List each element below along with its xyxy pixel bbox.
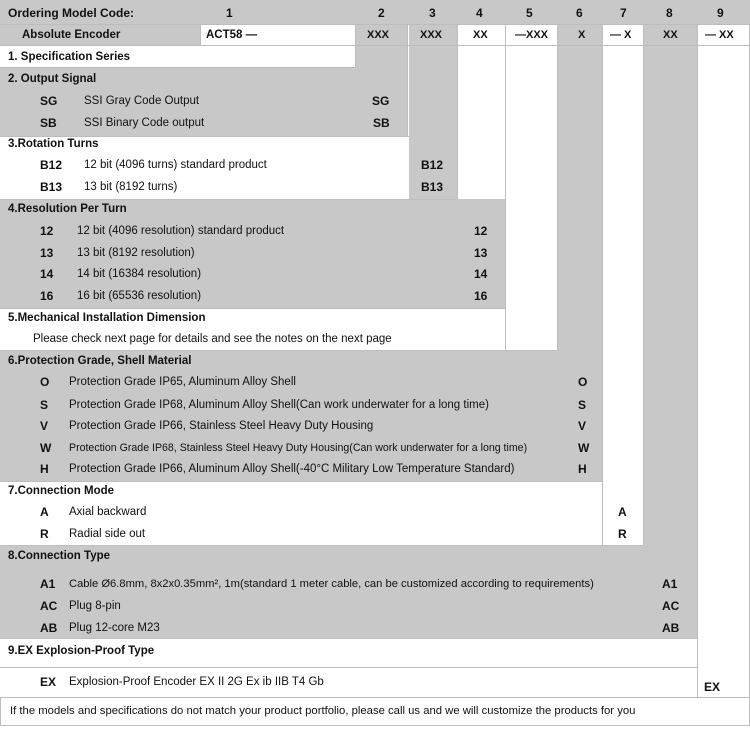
option-value: V (578, 419, 587, 433)
option-desc: Explosion-Proof Encoder EX II 2G Ex ib IIB T4 Gb (69, 676, 324, 688)
option-code: AB (40, 621, 58, 635)
option-code: O (40, 375, 50, 389)
option-desc: Protection Grade IP68, Aluminum Alloy Shell(Can work underwater for a long time) (69, 399, 489, 411)
option-desc: Protection Grade IP66, Stainless Steel Heavy Duty Housing (69, 420, 374, 432)
section-title: 6.Protection Grade, Shell Material (8, 355, 192, 367)
option-desc: Radial side out (69, 528, 146, 540)
grid-line (0, 697, 1, 725)
option-desc: 12 bit (4096 resolution) standard product (77, 225, 285, 237)
grid-line (0, 725, 750, 726)
model-code-cell: XX (663, 29, 678, 41)
option-code: W (40, 441, 52, 455)
model-code-cell: XX (473, 29, 488, 41)
option-desc: SSI Binary Code output (84, 117, 205, 129)
column-number: 9 (717, 6, 724, 20)
option-value: AC (662, 599, 680, 613)
model-label: Absolute Encoder (22, 29, 121, 41)
grid-line (505, 24, 506, 350)
option-value: SG (372, 94, 390, 108)
column-number: 1 (226, 6, 233, 20)
grid-line (643, 24, 644, 545)
option-desc: Protection Grade IP65, Aluminum Alloy Shell (69, 376, 296, 388)
grid-line (0, 308, 505, 309)
option-desc: 13 bit (8192 resolution) (77, 247, 195, 259)
option-value: AB (662, 621, 680, 635)
grid-line (0, 24, 750, 25)
option-code: A (40, 505, 49, 519)
grid-line (0, 697, 750, 698)
section-title: 3.Rotation Turns (8, 138, 99, 150)
grid-line (0, 199, 457, 200)
option-code: AC (40, 599, 58, 613)
option-desc: 13 bit (8192 turns) (84, 181, 178, 193)
option-code: 16 (40, 289, 54, 303)
option-code: EX (40, 675, 57, 689)
model-code-cell: XXX (420, 29, 443, 41)
grid-line (557, 24, 558, 350)
option-desc: 16 bit (65536 resolution) (77, 290, 202, 302)
footer-note: If the models and specifications do not match your product portfolio, please call us and we will customize the products for you (10, 705, 636, 717)
option-desc: Plug 12-core M23 (69, 622, 160, 634)
option-value: EX (704, 680, 721, 694)
option-value: A (618, 505, 627, 519)
option-code: B13 (40, 180, 63, 194)
option-value: 16 (474, 289, 488, 303)
section-title: 7.Connection Mode (8, 485, 115, 497)
grid-line (407, 24, 408, 136)
option-desc: Protection Grade IP66, Aluminum Alloy Shell(-40°C Military Low Temperature Standard) (69, 463, 515, 475)
option-value: W (578, 441, 590, 455)
section-title: 5.Mechanical Installation Dimension (8, 312, 206, 324)
option-desc: Axial backward (69, 506, 147, 518)
model-code-cell: —XXX (515, 29, 549, 41)
option-value: A1 (662, 577, 678, 591)
grid-line (0, 45, 750, 46)
grid-line (697, 24, 698, 697)
option-desc: Plug 8-pin (69, 600, 121, 612)
option-code: A1 (40, 577, 56, 591)
option-code: S (40, 398, 49, 412)
option-code: SB (40, 116, 57, 130)
grid-line (0, 67, 355, 68)
grid-line (602, 24, 603, 545)
option-code: 14 (40, 267, 54, 281)
option-value: S (578, 398, 587, 412)
model-code-cell: X (578, 29, 586, 41)
model-prefix: ACT58 — (206, 29, 258, 41)
col3-shade (409, 24, 457, 202)
option-code: H (40, 462, 49, 476)
option-code: B12 (40, 158, 63, 172)
grid-line (457, 24, 458, 199)
grid-line (355, 24, 356, 67)
grid-line (0, 481, 602, 482)
model-code-cell: — X (610, 29, 632, 41)
option-desc: 12 bit (4096 turns) standard product (84, 159, 267, 171)
option-code: V (40, 419, 49, 433)
grid-line (0, 545, 643, 546)
grid-line (0, 638, 697, 639)
model-code-cell: — XX (705, 29, 734, 41)
column-number: 8 (666, 6, 673, 20)
option-code: R (40, 527, 49, 541)
column-number: 2 (378, 6, 385, 20)
option-value: B13 (421, 180, 444, 194)
option-value: R (618, 527, 627, 541)
column-number: 7 (620, 6, 627, 20)
column-number: 6 (576, 6, 583, 20)
grid-line (200, 24, 201, 45)
option-desc: Protection Grade IP68, Stainless Steel Heavy Duty Housing(Can work underwater for a long time) (69, 442, 528, 454)
option-value: 13 (474, 246, 488, 260)
option-value: O (578, 375, 588, 389)
option-code: 12 (40, 224, 54, 238)
option-desc: 14 bit (16384 resolution) (77, 268, 202, 280)
grid-line (0, 667, 697, 668)
section-title: 4.Resolution Per Turn (8, 203, 127, 215)
section-title: 2. Output Signal (8, 73, 97, 85)
option-desc: SSI Gray Code Output (84, 95, 200, 107)
option-value: H (578, 462, 587, 476)
option-value: 12 (474, 224, 488, 238)
option-value: SB (373, 116, 390, 130)
option-value: B12 (421, 158, 444, 172)
section-title: 1. Specification Series (8, 51, 131, 63)
option-value: 14 (474, 267, 488, 281)
column-number: 5 (526, 6, 533, 20)
section-title: 9.EX Explosion-Proof Type (8, 645, 155, 657)
ordering-label: Ordering Model Code: (8, 6, 134, 20)
option-code: 13 (40, 246, 54, 260)
section-note: Please check next page for details and see the notes on the next page (33, 333, 392, 345)
option-code: SG (40, 94, 58, 108)
option-desc: Cable Ø6.8mm, 8x2x0.35mm², 1m(standard 1 meter cable, can be customized according to requirements) (69, 578, 594, 590)
section-title: 8.Connection Type (8, 550, 111, 562)
column-number: 4 (476, 6, 483, 20)
grid-line (0, 350, 557, 351)
model-code-cell: XXX (367, 29, 390, 41)
column-number: 3 (429, 6, 436, 20)
